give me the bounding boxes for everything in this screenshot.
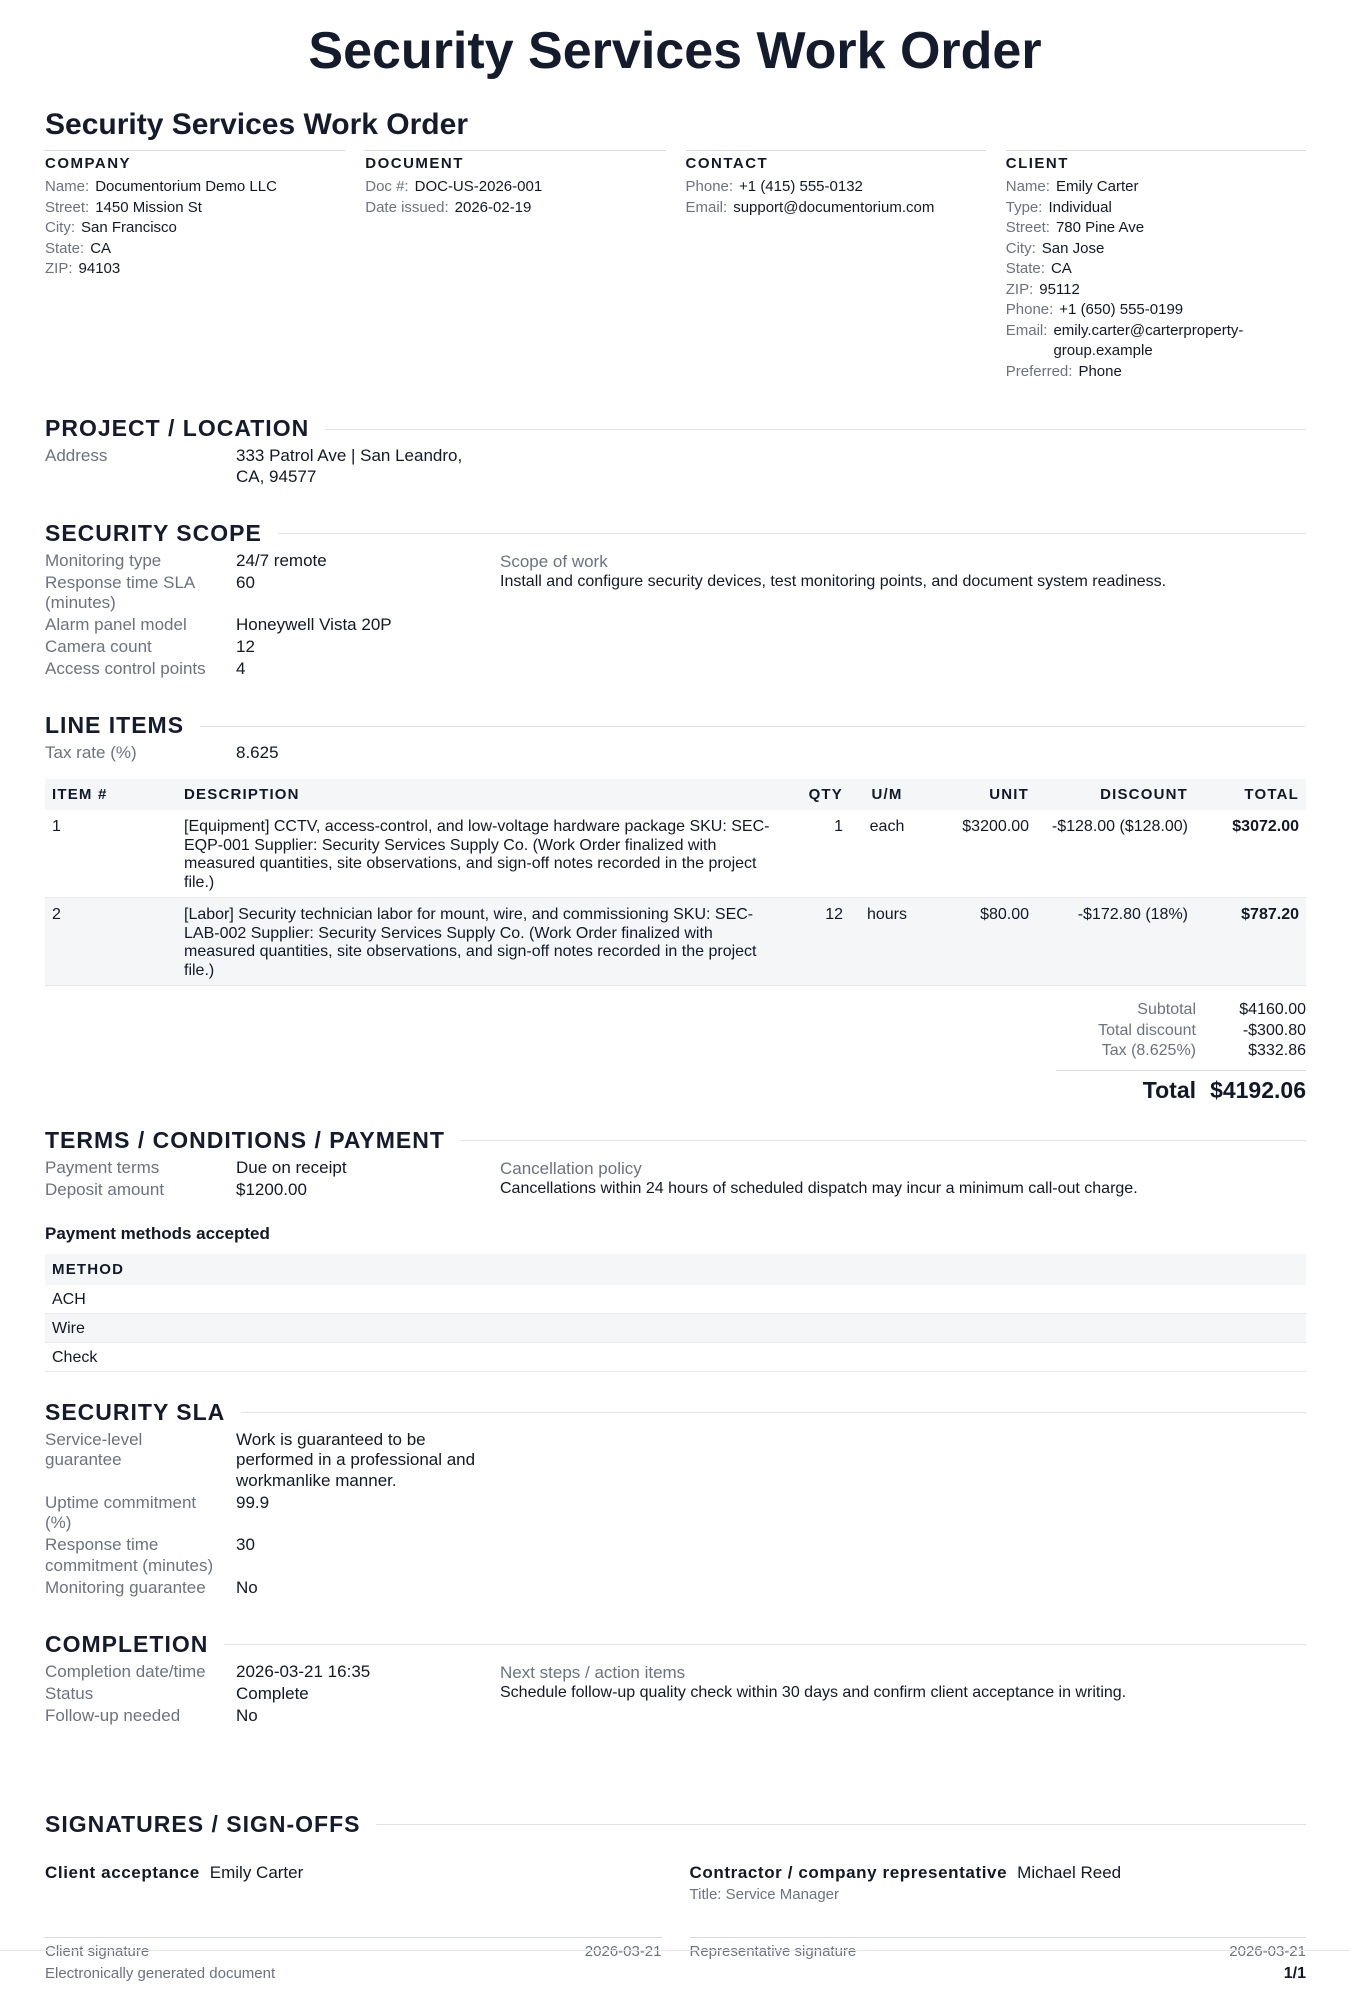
field-label: Monitoring guarantee [45,1577,206,1597]
item-um: each [850,810,924,898]
contact-phone-row [686,177,986,198]
client-name-row [1006,177,1306,198]
item-discount: -$172.80 (18%) [1036,898,1195,986]
field-label: Street: [1005,219,1050,236]
field-label: City: [45,219,75,236]
table-row [45,1285,1306,1314]
column-header: UNIT [924,779,1036,810]
total-discount-row [1056,1021,1306,1042]
section-heading: SECURITY SCOPE [45,519,262,546]
item-unit: $80.00 [924,898,1036,986]
field-label: Response time SLA (minutes) [45,572,195,612]
field-label: ZIP: [45,260,73,277]
payment-method: Wire [45,1313,1306,1342]
terms-fields [45,1158,1306,1202]
company-heading: COMPANY [45,155,132,172]
field-value: support@documentorium.com [733,198,935,216]
completion-left-column [45,1662,500,1728]
section-divider [461,1140,1306,1141]
field-label: Date issued: [365,198,449,216]
field-label: Follow-up needed [45,1705,181,1725]
client-email-row [1006,321,1306,362]
payment-method: Check [45,1342,1306,1371]
client-phone-row [1006,300,1306,321]
client-signer-name: Emily Carter [209,1862,304,1882]
section-divider [278,533,1306,534]
address-row [45,446,500,487]
item-description: [Equipment] CCTV, access-control, and low-voltage hardware package SKU: SEC-EQP-001 Supplier: Security Services Supply Co. (Work Order finalized with measured quantities, site observations, and sign-off notes recorded in the project file.) [177,810,786,898]
payment-methods-table [45,1254,1306,1372]
field-value: +1 (650) 555-0199 [1059,301,1184,318]
section-heading: TERMS / CONDITIONS / PAYMENT [45,1126,445,1153]
field-label: City: [1005,239,1036,257]
table-header-row [45,779,1306,810]
column-header: METHOD [45,1254,1306,1285]
page-number: 1/1 [1283,1965,1306,1982]
field-value: CA [1050,260,1072,277]
field-value: 2026-02-19 [454,198,532,216]
field-row [45,1535,500,1576]
document-heading: DOCUMENT [365,155,464,172]
tax-rate-fields [45,743,1306,765]
field-label: Alarm panel model [45,615,187,634]
rep-signature-block [690,1862,1307,1960]
field-value: Emily Carter [1055,178,1139,195]
field-label: Email: [685,198,728,216]
field-value: 24/7 remote [236,550,327,570]
rep-signer-title: Title: Service Manager [689,1885,840,1903]
field-row [45,1180,500,1201]
field-value: San Jose [1041,239,1105,257]
field-value: 99.9 [236,1492,270,1512]
field-label: Status [45,1683,94,1703]
field-row [45,637,500,658]
field-label: Name: [45,178,90,195]
field-value: +1 (415) 555-0132 [739,178,863,195]
field-label: Payment terms [45,1157,160,1177]
completion-right-column [500,1662,1306,1728]
client-city-row [1006,239,1306,260]
field-value: CA [90,239,112,257]
field-value: San Francisco [81,219,177,236]
field-value: 1450 Mission St [95,198,202,216]
client-street-row [1006,218,1306,239]
field-value: Documentorium Demo LLC [95,178,277,195]
sla-section-header [45,1398,1306,1426]
totals-block [1056,1000,1306,1104]
item-number: 2 [45,898,177,986]
client-info [1006,150,1306,382]
project-left-column [45,446,500,489]
field-label: Deposit amount [45,1179,165,1199]
field-label: ZIP: [1005,280,1034,298]
field-value: 12 [236,637,255,656]
tax-label: Tax (8.625%) [1101,1042,1196,1059]
field-label: Preferred: [1005,362,1073,380]
grand-total-value: $4192.06 [1210,1076,1306,1103]
address-value: 333 Patrol Ave | San Leandro, CA, 94577 [236,446,463,486]
grand-total-label: Total [1142,1076,1196,1103]
field-row [45,1578,500,1599]
field-row [45,1662,500,1683]
total-discount-value: -$300.80 [1242,1021,1306,1039]
terms-section-header [45,1126,1306,1154]
contact-heading: CONTACT [685,155,769,172]
project-fields [45,446,1306,489]
field-row [45,615,500,636]
field-row [45,1158,500,1179]
field-value: Work is guaranteed to be performed in a professional and workmanlike manner. [236,1429,476,1490]
item-total: $787.20 [1195,898,1306,986]
field-row [45,659,500,680]
field-value: Individual [1048,198,1112,216]
section-heading: SIGNATURES / SIGN-OFFS [45,1810,361,1837]
rep-signer-name: Michael Reed [1017,1862,1122,1882]
parties-block [45,150,1306,382]
next-steps-label: Next steps / action items [500,1662,686,1682]
field-value: 95112 [1039,280,1080,298]
work-order-page [45,0,1306,2000]
client-preferred-row [1006,362,1306,383]
field-row [45,1684,500,1705]
item-discount: -$128.00 ($128.00) [1036,810,1195,898]
client-acceptance-label: Client acceptance [45,1862,200,1882]
section-heading: LINE ITEMS [45,712,185,738]
field-label: Tax rate (%) [45,743,137,762]
table-row [45,810,1306,898]
company-street-row [45,198,345,219]
field-label: Doc #: [365,178,409,195]
client-acceptance-head [45,1862,662,1884]
project-section-header [45,414,1306,442]
total-discount-label: Total discount [1098,1021,1196,1039]
tax-row [1056,1041,1306,1062]
field-value: Phone [1078,362,1122,380]
signatures-block [45,1862,1306,1960]
field-label: Address [45,446,108,465]
rep-label: Contractor / company representative [689,1862,1008,1882]
subtotal-row [1056,1000,1306,1021]
field-value: No [236,1577,258,1597]
subtotal-value: $4160.00 [1239,1001,1306,1018]
completion-section-header [45,1630,1306,1658]
column-header: QTY [786,779,850,810]
table-row [45,1313,1306,1342]
client-state-row [1006,259,1306,280]
terms-right-column [500,1158,1306,1202]
page-footer [0,1950,1350,1983]
company-name-row [45,177,345,198]
item-description: [Labor] Security technician labor for mount, wire, and commissioning SKU: SEC-LAB-002 Supplier: Security Services Supply Co. (Work Order finalized with measured quantities, site observations, and sign-off notes recorded in the project file.) [177,898,786,986]
cancellation-label: Cancellation policy [500,1158,642,1178]
field-label: Response time commitment (minutes) [45,1535,214,1575]
terms-left-column [45,1158,500,1202]
field-label: Service-level guarantee [45,1429,143,1469]
field-row [45,1430,500,1492]
next-steps-text: Schedule follow-up quality check within 30 days and confirm client acceptance in writing. [500,1683,1127,1701]
section-divider [241,1412,1306,1413]
field-value: 2026-03-21 16:35 [236,1661,371,1681]
section-divider [224,1644,1306,1645]
company-state-row [45,239,345,260]
field-label: Monitoring type [45,550,162,570]
field-value: emily.carter@carterproperty-group.example [1053,321,1244,359]
field-label: Street: [45,198,90,216]
document-info [365,150,665,382]
field-label: Email: [1005,321,1048,339]
column-header: U/M [850,779,924,810]
field-label: State: [45,239,85,257]
signature-date: 2026-03-21 [1229,1942,1306,1960]
field-value: $1200.00 [236,1179,307,1199]
field-value: Due on receipt [236,1157,347,1177]
field-value: 780 Pine Ave [1055,219,1145,236]
field-value: 4 [236,659,246,678]
item-unit: $3200.00 [924,810,1036,898]
field-value: 60 [236,572,255,592]
company-zip-row [45,259,345,280]
company-city-row [45,218,345,239]
field-value: DOC-US-2026-001 [414,178,543,195]
column-header: ITEM # [45,779,177,810]
scope-right-column [500,551,1306,682]
section-divider [376,1824,1306,1825]
field-label: Phone: [685,178,734,195]
field-row [45,573,500,614]
client-heading: CLIENT [1005,155,1069,172]
field-value: Complete [236,1683,309,1703]
line-items-table [45,779,1306,986]
client-zip-row [1006,280,1306,301]
scope-fields [45,551,1306,682]
item-um: hours [850,898,924,986]
tax-left-column [45,743,500,765]
table-header-row [45,1254,1306,1285]
contact-email-row [686,198,986,219]
item-qty: 12 [786,898,850,986]
payment-methods-title: Payment methods accepted [45,1223,270,1243]
field-label: Camera count [45,637,152,656]
field-label: Access control points [45,659,206,678]
payment-method: ACH [45,1285,1306,1314]
line-items-section-header [45,711,1306,739]
field-value: No [236,1705,258,1725]
table-row [45,1342,1306,1371]
field-label: Phone: [1005,301,1054,318]
scope-of-work-text: Install and configure security devices, test monitoring points, and document system readiness. [500,572,1167,590]
column-header: DESCRIPTION [177,779,786,810]
sla-left-column [45,1430,500,1600]
signature-line-label: Representative signature [689,1942,857,1960]
tax-value: $332.86 [1248,1042,1306,1059]
field-label: Uptime commitment (%) [45,1492,197,1532]
scope-left-column [45,551,500,682]
field-label: Type: [1005,198,1043,216]
field-row [45,1706,500,1727]
document-subtitle: Security Services Work Order [45,108,468,141]
column-header: TOTAL [1195,779,1306,810]
completion-fields [45,1662,1306,1728]
table-row [45,898,1306,986]
company-info [45,150,345,382]
field-label: Name: [1005,178,1050,195]
cancellation-text: Cancellations within 24 hours of scheduled dispatch may incur a minimum call-out charge. [500,1179,1138,1197]
section-divider [325,429,1306,430]
grand-total-row [1056,1070,1306,1104]
tax-rate-value: 8.625 [236,743,279,762]
client-type-row [1006,198,1306,219]
field-row [45,551,500,572]
client-signature-block [45,1862,662,1960]
rep-head [690,1862,1307,1884]
item-qty: 1 [786,810,850,898]
section-heading: PROJECT / LOCATION [45,415,310,441]
column-header: DISCOUNT [1036,779,1195,810]
signature-line-label: Client signature [45,1942,150,1960]
signatures-section-header [45,1810,1306,1838]
section-heading: COMPLETION [45,1630,209,1657]
field-label: State: [1005,260,1045,277]
footer-note: Electronically generated document [45,1965,276,1982]
field-value: Honeywell Vista 20P [236,615,392,634]
tax-rate-row [45,743,500,764]
contact-info [686,150,986,382]
scope-section-header [45,519,1306,547]
section-heading: SECURITY SLA [45,1398,226,1425]
scope-of-work-label: Scope of work [500,551,608,571]
subtotal-label: Subtotal [1137,1001,1196,1018]
field-value: 30 [236,1535,255,1554]
field-row [45,1493,500,1534]
item-total: $3072.00 [1195,810,1306,898]
item-number: 1 [45,810,177,898]
doc-number-row [365,177,665,198]
field-label: Completion date/time [45,1661,206,1681]
document-title: Security Services Work Order [308,22,1042,80]
field-value: 94103 [78,260,121,277]
date-issued-row [365,198,665,219]
signature-date: 2026-03-21 [584,1942,662,1960]
sla-fields [45,1430,1306,1600]
section-divider [200,726,1306,727]
client-signer-title [45,1885,662,1905]
